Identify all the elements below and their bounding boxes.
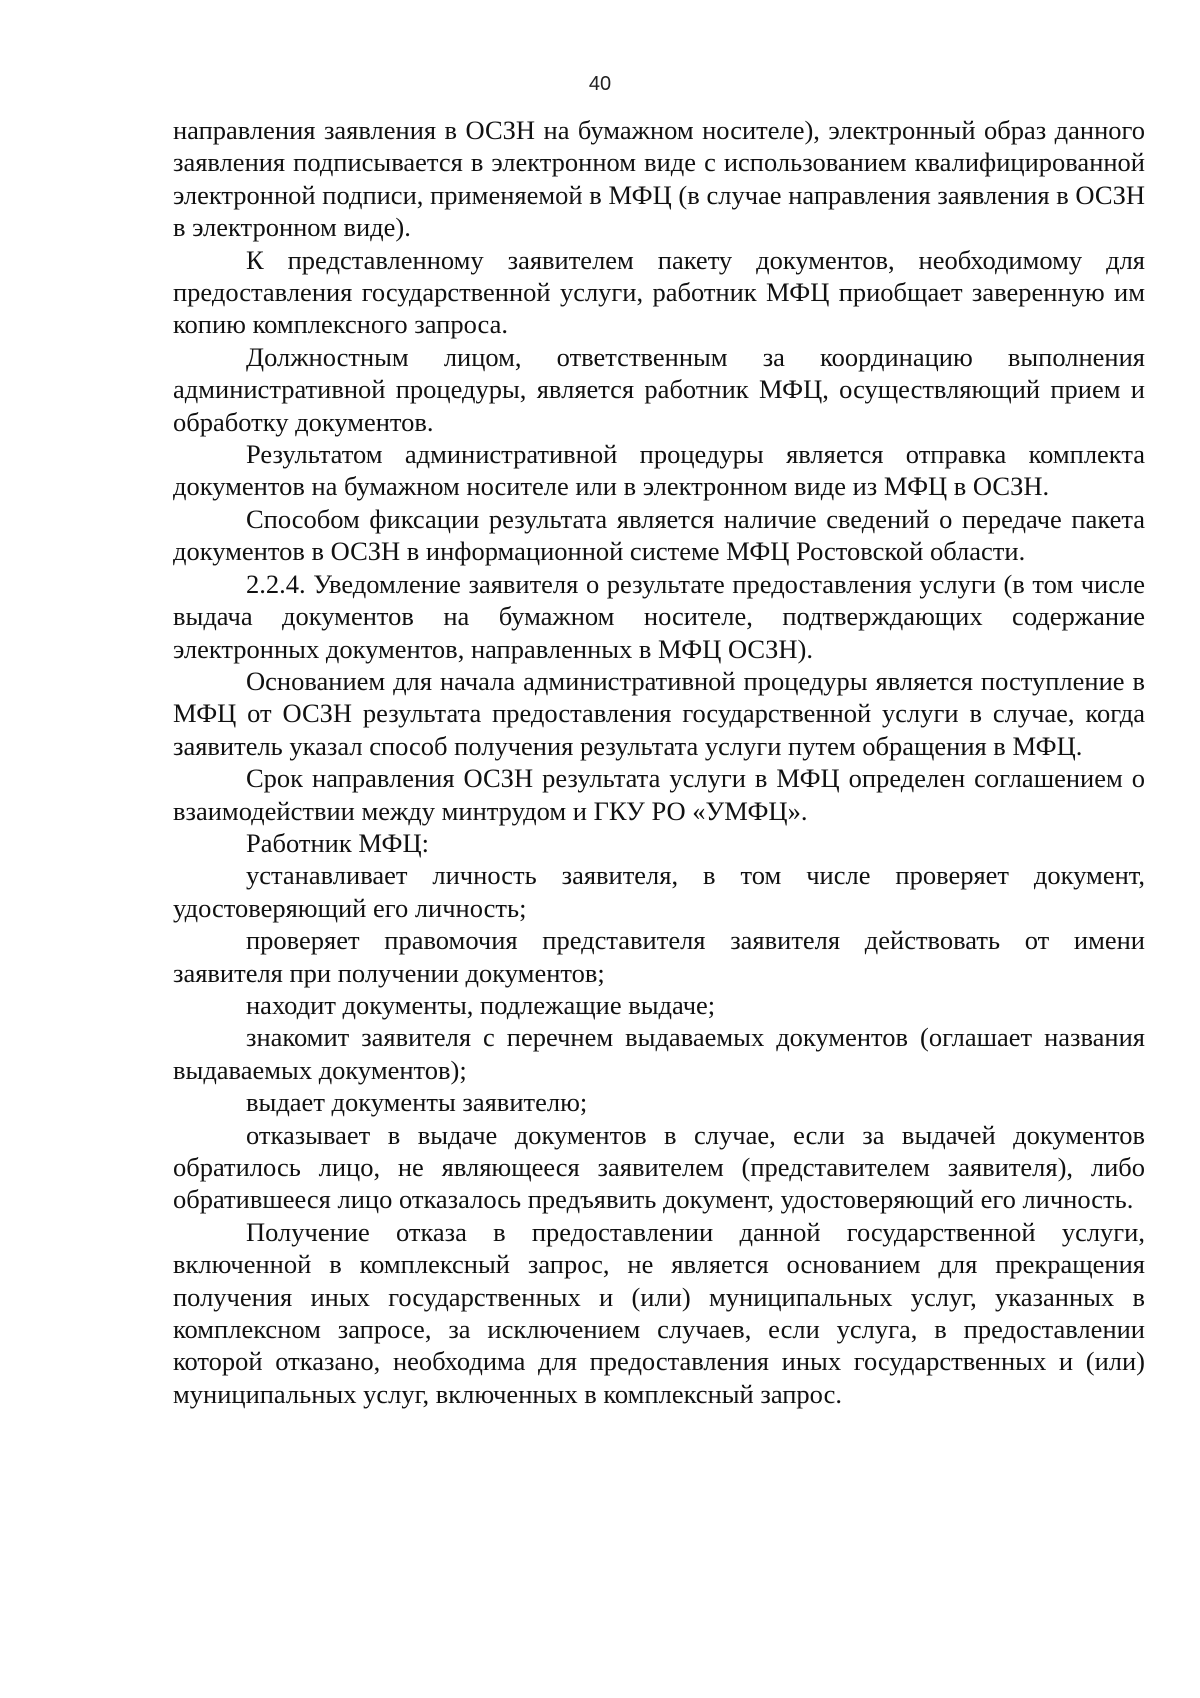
paragraph: Результатом административной процедуры является отправка комплекта документов на бумажном носителе или в электронном виде из МФЦ в ОСЗН.	[173, 439, 1145, 502]
list-item: проверяет правомочия представителя заявителя действовать от имени заявителя при получении документов;	[173, 925, 1145, 988]
page-number: 40	[588, 73, 612, 95]
paragraph: Способом фиксации результата является наличие сведений о передаче пакета документов в ОСЗН в информационной системе МФЦ Ростовской области.	[173, 503, 1145, 567]
list-item: находит документы, подлежащие выдаче;	[246, 989, 716, 1020]
section-heading: 2.2.4. Уведомление заявителя о результате предоставления услуги (в том числе выдача документов на бумажном носителе, подтверждающих содержание электронных документов, направленных в МФЦ ОСЗН).	[173, 568, 1145, 664]
list-item: устанавливает личность заявителя, в том числе проверяет документ, удостоверяющий его личность;	[173, 860, 1145, 923]
paragraph: Получение отказа в предоставлении данной государственной услуги, включенной в комплексный запрос, не является основанием для прекращения получения иных государственных и (или) муниципальных услуг, указанных в комплексном запросе, за исключением случаев, если услуга, в предоставлении которой отказано, необходима для предоставления иных государственных и (или) муниципальных услуг, включенных в комплексный запрос.	[173, 1216, 1145, 1409]
paragraph: К представленному заявителем пакету документов, необходимому для предоставления государственной услуги, работник МФЦ приобщает заверенную им копию комплексного запроса.	[173, 244, 1145, 340]
list-item: отказывает в выдаче документов в случае, если за выдачей документов обратилось лицо, не являющееся заявителем (представителем заявителя), либо обратившееся лицо отказалось предъявить документ, удостоверяющий его личность.	[173, 1119, 1145, 1215]
paragraph: Основанием для начала административной процедуры является поступление в МФЦ от ОСЗН результата предоставления государственной услуги в случае, когда заявитель указал способ получения результата услуги путем обращения в МФЦ.	[173, 665, 1145, 761]
list-item: знакомит заявителя с перечнем выдаваемых документов (оглашает названия выдаваемых документов);	[173, 1022, 1145, 1085]
paragraph: Работник МФЦ:	[246, 827, 429, 858]
paragraph: Должностным лицом, ответственным за координацию выполнения административной процедуры, является работник МФЦ, осуществляющий прием и обработку документов.	[173, 341, 1145, 437]
paragraph: Срок направления ОСЗН результата услуги в МФЦ определен соглашением о взаимодействии между минтрудом и ГКУ РО «УМФЦ».	[173, 763, 1145, 826]
document-body	[173, 114, 1145, 1410]
paragraph: направления заявления в ОСЗН на бумажном носителе), электронный образ данного заявления подписывается в электронном виде с использованием квалифицированной электронной подписи, применяемой в МФЦ (в случае направления заявления в ОСЗН в электронном виде).	[173, 115, 1145, 243]
list-item: выдает документы заявителю;	[246, 1087, 588, 1118]
